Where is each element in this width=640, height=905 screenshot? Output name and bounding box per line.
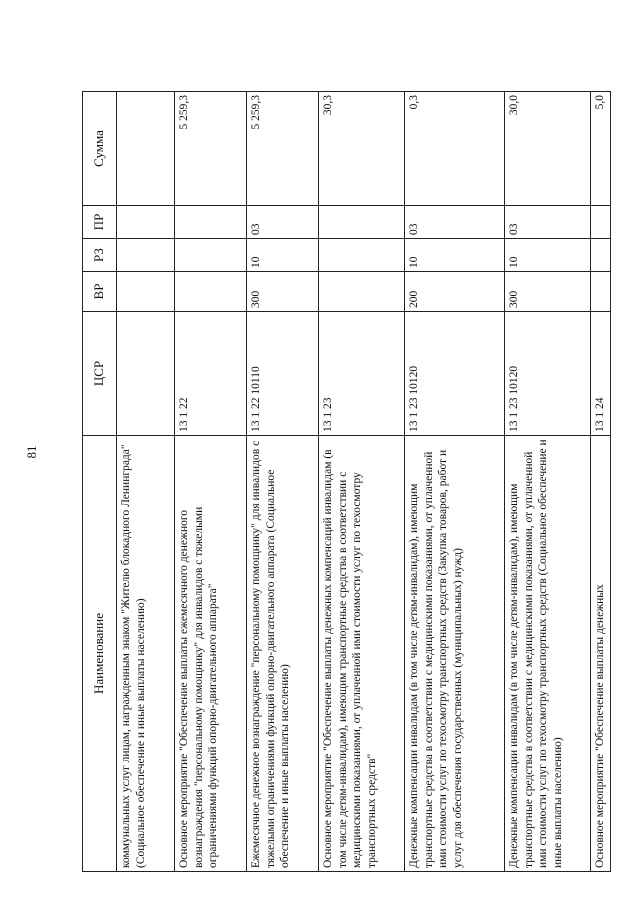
table-row	[405, 92, 505, 872]
row-sum: 5,0	[591, 92, 611, 206]
row-rz	[591, 239, 611, 272]
table-row	[247, 92, 319, 872]
page-number: 81	[24, 445, 39, 459]
row-vr	[319, 272, 405, 312]
table-header-row	[83, 92, 117, 872]
header-pr: ПР	[83, 206, 117, 239]
row-rz: 10	[247, 239, 319, 272]
header-name: Наименование	[83, 436, 117, 872]
row-vr: 200	[405, 272, 505, 312]
table-row	[175, 92, 247, 872]
row-sum: 0,3	[405, 92, 505, 206]
row-csr: 13 1 22 10110	[247, 312, 319, 436]
row-rz: 10	[505, 239, 591, 272]
row-pr	[117, 206, 175, 239]
rotated-table-container	[82, 92, 614, 872]
row-vr: 300	[505, 272, 591, 312]
row-name: Основное мероприятие "Обеспечение выплаты денежных	[591, 436, 611, 872]
row-vr	[175, 272, 247, 312]
row-pr	[319, 206, 405, 239]
row-pr	[591, 206, 611, 239]
row-csr: 13 1 23 10120	[505, 312, 591, 436]
row-pr: 03	[405, 206, 505, 239]
row-rz	[319, 239, 405, 272]
row-rz	[117, 239, 175, 272]
row-csr: 13 1 24	[591, 312, 611, 436]
row-rz: 10	[405, 239, 505, 272]
header-rz: РЗ	[83, 239, 117, 272]
table-row	[117, 92, 175, 872]
row-csr: 13 1 23	[319, 312, 405, 436]
table-row	[319, 92, 405, 872]
row-sum	[117, 92, 175, 206]
row-csr	[117, 312, 175, 436]
row-name: Денежные компенсации инвалидам (в том числе детям-инвалидам), имеющим транспортные средства в соответствии с медицинскими показаниями, от уплаченной ими стоимости услуг по техосмотру транспортных средств (Социальное обеспечение и иные выплаты населению)	[505, 436, 591, 872]
header-sum: Сумма	[83, 92, 117, 206]
budget-table	[82, 91, 611, 872]
row-name: Денежные компенсации инвалидам (в том числе детям-инвалидам), имеющим транспортные средства в соответствии с медицинскими показаниями, от уплаченной ими стоимости услуг по техосмотру транспортных средств (Закупка товаров, работ и услуг для обеспечения государственных (муниципальных) нужд)	[405, 436, 505, 872]
row-rz	[175, 239, 247, 272]
header-vr: ВР	[83, 272, 117, 312]
row-sum: 30,3	[319, 92, 405, 206]
row-pr	[175, 206, 247, 239]
row-name: Ежемесячное денежное вознаграждение "персональному помощнику" для инвалидов с тяжелыми ограничениями функций опорно-двигательного аппарата (Социальное обеспечение и иные выплаты населению)	[247, 436, 319, 872]
row-name: Основное мероприятие "Обеспечение выплаты ежемесячного денежного вознаграждения "персональному помощнику" для инвалидов с тяжелыми ограничениями функций опорно-двигательного аппарата"	[175, 436, 247, 872]
row-sum: 5 259,3	[247, 92, 319, 206]
table-row	[591, 92, 611, 872]
row-csr: 13 1 22	[175, 312, 247, 436]
row-vr	[591, 272, 611, 312]
row-sum: 30,0	[505, 92, 591, 206]
table-row	[505, 92, 591, 872]
row-vr: 300	[247, 272, 319, 312]
row-name: Основное мероприятие "Обеспечение выплаты денежных компенсаций инвалидам (в том числе детям-инвалидам), имеющим транспортные средства в соответствии с медицинскими показаниями, от уплаченной ими стоимости услуг по техосмотру транспортных средств"	[319, 436, 405, 872]
row-vr	[117, 272, 175, 312]
row-csr: 13 1 23 10120	[405, 312, 505, 436]
row-pr: 03	[505, 206, 591, 239]
row-sum: 5 259,3	[175, 92, 247, 206]
row-name: коммунальных услуг лицам, награжденным знаком "Жителю блокадного Ленинграда" (Социальное обеспечение и иные выплаты населению)	[117, 436, 175, 872]
header-csr: ЦСР	[83, 312, 117, 436]
row-pr: 03	[247, 206, 319, 239]
